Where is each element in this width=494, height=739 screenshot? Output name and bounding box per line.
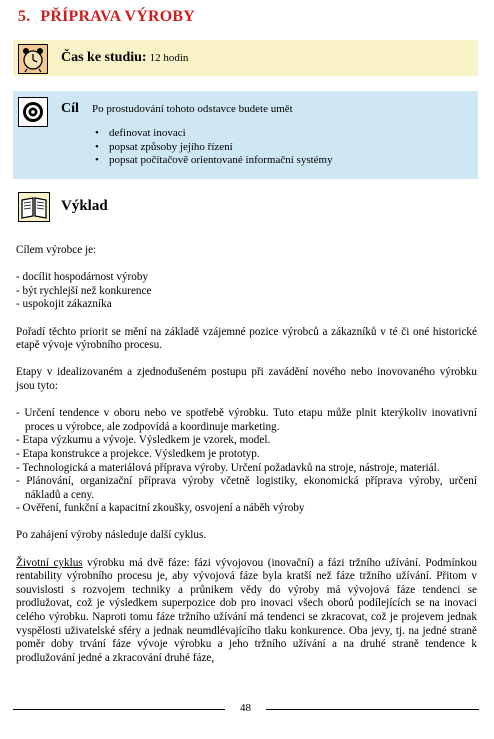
study-time-value: 12 hodin (149, 52, 189, 64)
list-item: - Technologická a materiálová příprava výroby. Určení požadavků na stroje, nástroje, materiál. (16, 461, 440, 474)
chapter-number: 5. (18, 8, 31, 25)
paragraph: Pořadí těchto priorit se mění na základě vzájemné pozice výrobců a zákazníků v té či oné historické etapě vývoje výrobního procesu. (16, 325, 477, 352)
list-item: - Etapa výzkumu a vývoje. Výsledkem je vzorek, model. (16, 434, 271, 447)
goal-intro: Po prostudování tohoto odstavce budete umět (92, 103, 293, 115)
paragraph: Etapy v idealizovaném a zjednodušeném postupu při zavádění nového nebo inovovaného výrobku jsou tyto: (16, 366, 477, 392)
paragraph: Životní cyklus výrobku má dvě fáze: fázi vývojovou (inovační) a fázi tržního užívání. Podmínkou rentability výrobního procesu je, aby vývojová fáze byla kratší než fáze tržního užívání. Přitom v souvislosti s rozvojem techniky a průnikem vědy do výroby má vývojová fáze tendenci se prodlužovat, což je výsledkem superpozice dob pro inovaci všech oborů podílejících se na inovaci celého výrobku. Naproti tomu fáze tržního užívání má tendenci se zkracovat, což je projevem jednak vyspělosti uživatelské sféry a jednak neumdlévajícího tlaku konkurence. Oba jevy, tj. na jedné straně poměr doby trvání fáze vývoje výrobku a jeho tržního užívání a na druhé straně tendence k prodlužování jedné a zkracování druhé fáze, (16, 556, 477, 664)
target-icon (18, 97, 48, 127)
section-title: Výklad (61, 198, 108, 214)
list-item: - Ověření, funkční a kapacitní zkoušky, osvojení a náběh výroby (16, 502, 305, 515)
goal-item: • popsat počítačově orientované informační systémy (109, 154, 333, 168)
alarm-clock-icon (18, 44, 48, 74)
chapter-heading (18, 8, 195, 26)
page-number: 48 (240, 702, 251, 714)
list-item: - Etapa konstrukce a projekce. Výsledkem je prototyp. (16, 447, 260, 460)
paragraph: Cílem výrobce je: (16, 244, 97, 256)
list-item: - docílit hospodárnost výroby (16, 271, 149, 284)
footer-rule (266, 709, 479, 710)
list-item: - být rychlejší než konkurence (16, 284, 152, 297)
goal-label: Cíl (61, 101, 79, 116)
open-book-icon (18, 192, 50, 222)
goal-item: • definovat inovaci (109, 127, 333, 141)
body-text (16, 244, 477, 665)
paragraph: Po zahájení výroby následuje další cyklus. (16, 529, 207, 542)
footer-rule (13, 709, 225, 710)
term-underlined: Životní cyklus (16, 556, 83, 569)
goal-box (13, 91, 478, 179)
study-time-box (13, 40, 478, 76)
study-time-label: Čas ke studiu: 12 hodin (61, 50, 189, 65)
chapter-title: PŘÍPRAVA VÝROBY (40, 8, 195, 25)
list-item: - uspokojit zákazníka (16, 298, 112, 311)
list-item: - Plánování, organizační příprava výroby včetně logistiky, ekonomická příprava výroby, určení nákladů a ceny. (16, 475, 477, 501)
goal-item: • popsat způsoby jejího řízení (109, 141, 333, 155)
list-item: - Určení tendence v oboru nebo ve spotřebě výrobku. Tuto etapu může plnit kterýkoliv inovativní proces u výrobce, ale zodpovídá a koordinuje marketing. (16, 407, 477, 433)
goal-list (109, 127, 333, 168)
